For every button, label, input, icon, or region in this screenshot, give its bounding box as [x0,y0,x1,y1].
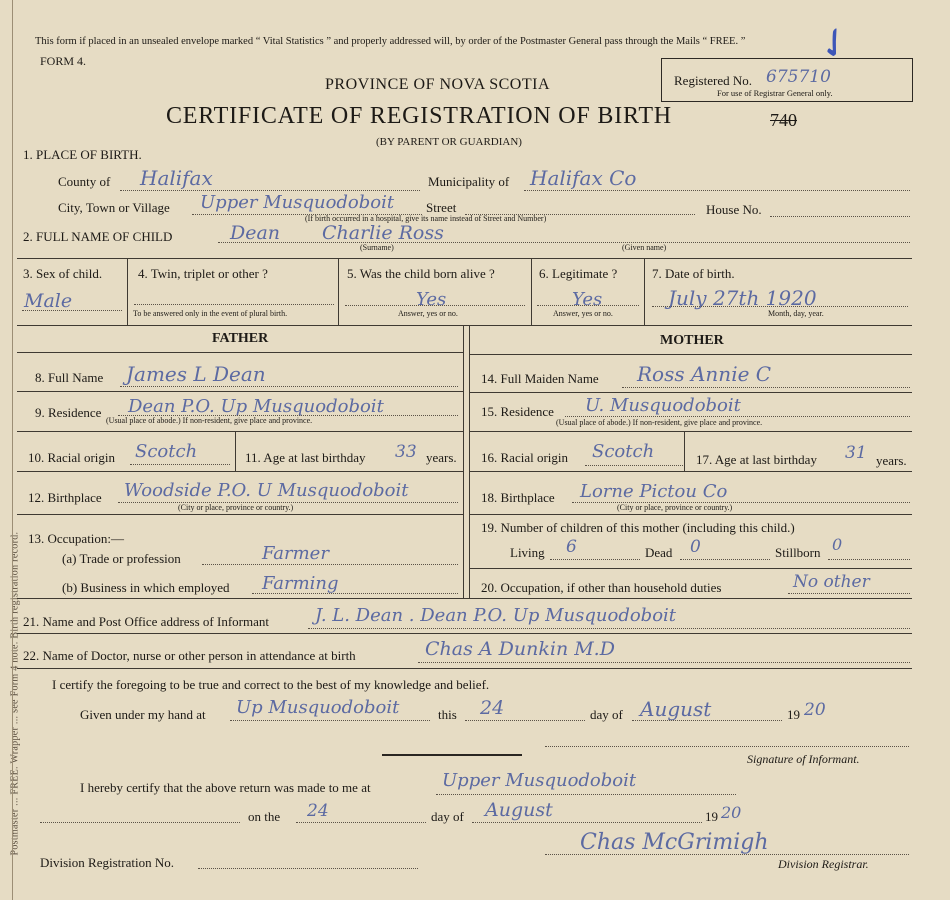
row-rule [17,598,912,599]
registrar-use-note: For use of Registrar General only. [717,88,833,98]
registrar-certify-text: I hereby certify that the above return was made to me at [80,780,371,795]
given-month-line [632,720,782,721]
street-note: (If birth occurred in a hospital, give its name instead of Street and Number) [305,214,547,223]
alive-label: 5. Was the child born alive ? [347,266,495,281]
given-month-value: August [640,697,712,721]
trade-line [202,564,458,565]
legitimate-line [537,305,639,306]
row-rule [469,471,912,472]
sex-value: Male [24,290,73,312]
row-rule [17,514,463,515]
registrar-day-line [296,822,426,823]
father-birthplace-value: Woodside P.O. U Musquodoboit [124,480,409,501]
row-rule [17,633,912,634]
separator-rule [382,754,522,756]
living-label: Living [510,545,545,560]
father-name-label: 8. Full Name [35,370,104,385]
given-label: Given under my hand at [80,707,206,722]
dob-note: Month, day, year. [768,309,824,318]
division-registrar-label: Division Registrar. [778,857,869,871]
mother-birthplace-label: 18. Birthplace [481,490,555,505]
check-mark-icon: ✓ [808,15,862,72]
county-label: County of [58,174,111,189]
city-value: Upper Musquodoboit [200,192,395,213]
col-rule [127,258,128,325]
mother-race-value: Scotch [592,441,655,462]
twin-note: To be answered only in the event of plural birth. [133,309,288,318]
row-rule [17,391,463,392]
mother-occupation-label: 20. Occupation, if other than household duties [481,580,722,595]
mother-birthplace-value: Lorne Pictou Co [580,481,728,502]
registrar-month-value: August [485,799,553,821]
row-rule [469,354,912,355]
dead-label: Dead [645,545,673,560]
place-of-birth-label: 1. PLACE OF BIRTH. [23,147,142,162]
certificate-subtitle: (BY PARENT OR GUARDIAN) [376,136,522,148]
row-rule [17,325,912,326]
doctor-line [418,662,910,663]
registrar-place-line [436,794,736,795]
occupation-label: 13. Occupation:— [28,531,125,546]
stillborn-line [828,559,910,560]
given-year-prefix: 19 [787,707,800,722]
registered-label: Registered No. [674,73,752,88]
mother-name-label: 14. Full Maiden Name [481,371,599,386]
row-rule [17,431,463,432]
father-years-label: years. [426,450,457,465]
corner-number: 740 [770,110,797,130]
county-line [120,190,420,191]
row-rule [17,668,912,669]
dead-line [680,559,770,560]
house-line [770,216,910,217]
father-name-value: James L Dean [126,362,266,386]
father-residence-label: 9. Residence [35,405,102,420]
province-heading: PROVINCE OF NOVA SCOTIA [325,76,551,93]
children-label: 19. Number of children of this mother (including this child.) [481,520,795,535]
this-label: this [438,707,457,722]
registrar-day-of-label: day of [431,809,464,824]
dead-value: 0 [690,537,701,557]
registrar-day-value: 24 [307,801,329,821]
row-rule [469,392,912,393]
dob-value: July 27th 1920 [668,286,817,310]
mother-heading: MOTHER [660,333,724,348]
dob-label: 7. Date of birth. [652,266,735,281]
living-line [550,559,640,560]
registrar-year-prefix: 19 [705,809,718,824]
given-day-line [465,720,585,721]
mother-residence-note: (Usual place of abode.) If non-resident, give place and province. [556,418,763,427]
mother-years-label: years. [876,453,907,468]
child-given-value: Charlie Ross [322,222,444,244]
mother-age-label: 17. Age at last birthday [696,452,817,467]
father-residence-note: (Usual place of abode.) If non-resident, give place and province. [106,416,313,425]
business-value: Farming [262,573,339,594]
col-rule [338,258,339,325]
informant-line [308,628,910,629]
row-rule [469,568,912,569]
certify-text: I certify the foregoing to be true and correct to the best of my knowledge and belief. [52,677,490,692]
registrar-signature: Chas McGrimigh [580,830,769,855]
postal-notice: This form if placed in an unsealed envelope marked “ Vital Statistics ” and properly addressed will, by order of the Postmaster General pass through the Mails “ FREE. ” [35,36,746,47]
mother-name-line [622,387,910,388]
registered-value: 675710 [766,67,831,87]
stillborn-value: 0 [832,535,843,554]
father-age-label: 11. Age at last birthday [245,450,366,465]
father-race-label: 10. Racial origin [28,450,116,465]
left-edge-line [12,0,13,900]
form-number: FORM 4. [40,54,87,68]
mother-birthplace-note: (City or place, province or country.) [617,503,733,512]
registered-number-box [661,58,913,102]
row-rule [469,431,912,432]
alive-value: Yes [416,289,447,310]
informant-signature-label: Signature of Informant. [747,752,860,766]
legitimate-note: Answer, yes or no. [553,309,613,318]
col-rule [531,258,532,325]
registrar-left-line [40,822,240,823]
stillborn-label: Stillborn [775,545,821,560]
on-the-label: on the [248,809,281,824]
given-place-line [230,720,430,721]
father-birthplace-note: (City or place, province or country.) [178,503,294,512]
house-number-label: House No. [706,202,762,217]
informant-label: 21. Name and Post Office address of Informant [23,614,269,629]
trade-label: (a) Trade or profession [62,551,181,566]
row-rule [469,514,912,515]
mother-race-line [585,465,683,466]
surname-note: (Surname) [360,243,394,252]
alive-note: Answer, yes or no. [398,309,458,318]
living-value: 6 [566,537,577,557]
given-place-value: Up Musquodoboit [236,697,400,718]
doctor-label: 22. Name of Doctor, nurse or other person in attendance at birth [23,648,356,663]
father-birthplace-label: 12. Birthplace [28,490,102,505]
sex-label: 3. Sex of child. [23,266,103,281]
legitimate-label: 6. Legitimate ? [539,266,618,281]
father-heading: FATHER [212,331,269,346]
parents-divider [463,325,464,598]
edge-text: Postmaster ... FREE. Wrapper ... see Form 4 note. Birth registration record. [9,531,21,856]
mother-occupation-value: No other [793,572,870,592]
father-residence-value: Dean P.O. Up Musquodoboit [128,396,384,417]
trade-value: Farmer [262,543,329,564]
division-registration-label: Division Registration No. [40,855,174,870]
twin-line [134,304,334,305]
mother-residence-value: U. Musquodoboit [585,395,741,416]
business-label: (b) Business in which employed [62,580,230,595]
registrar-place-value: Upper Musquodoboit [442,770,637,791]
twin-label: 4. Twin, triplet or other ? [138,266,268,281]
father-name-line [120,386,458,387]
parents-divider [469,325,470,598]
city-label: City, Town or Village [58,200,170,215]
given-year-value: 20 [804,700,826,720]
mother-occupation-line [788,593,910,594]
legitimate-value: Yes [572,289,603,310]
day-of-label: day of [590,707,623,722]
row-rule [17,258,912,259]
division-number-line [198,868,418,869]
street-label: Street [426,200,457,215]
county-value: Halifax [140,166,213,190]
father-race-line [130,464,230,465]
registrar-year-value: 20 [721,803,742,822]
alive-line [345,305,525,306]
row-rule [17,352,463,353]
dob-line [652,306,908,307]
municipality-line [524,190,910,191]
father-age-value: 33 [395,442,417,462]
given-day-value: 24 [480,697,505,719]
informant-signature-line [545,746,909,747]
mother-residence-line [565,416,910,417]
municipality-value: Halifax Co [530,166,637,190]
row-rule [17,471,463,472]
col-rule [644,258,645,325]
child-name-line [218,242,910,243]
mother-age-value: 31 [845,443,867,463]
certificate-title: CERTIFICATE OF REGISTRATION OF BIRTH [166,103,672,129]
col-rule [684,431,685,471]
sex-line [22,310,122,311]
doctor-value: Chas A Dunkin M.D [425,638,615,660]
mother-name-value: Ross Annie C [637,362,772,386]
given-name-note: (Given name) [622,243,667,252]
col-rule [235,431,236,471]
registrar-signature-line [545,854,909,855]
registrar-month-line [472,822,702,823]
mother-residence-label: 15. Residence [481,404,554,419]
business-line [252,593,458,594]
mother-race-label: 16. Racial origin [481,450,569,465]
father-race-value: Scotch [135,441,198,462]
municipality-label: Municipality of [428,174,510,189]
informant-value: J. L. Dean . Dean P.O. Up Musquodoboit [315,605,677,626]
child-name-label: 2. FULL NAME OF CHILD [23,229,173,244]
child-surname-value: Dean [230,222,281,244]
